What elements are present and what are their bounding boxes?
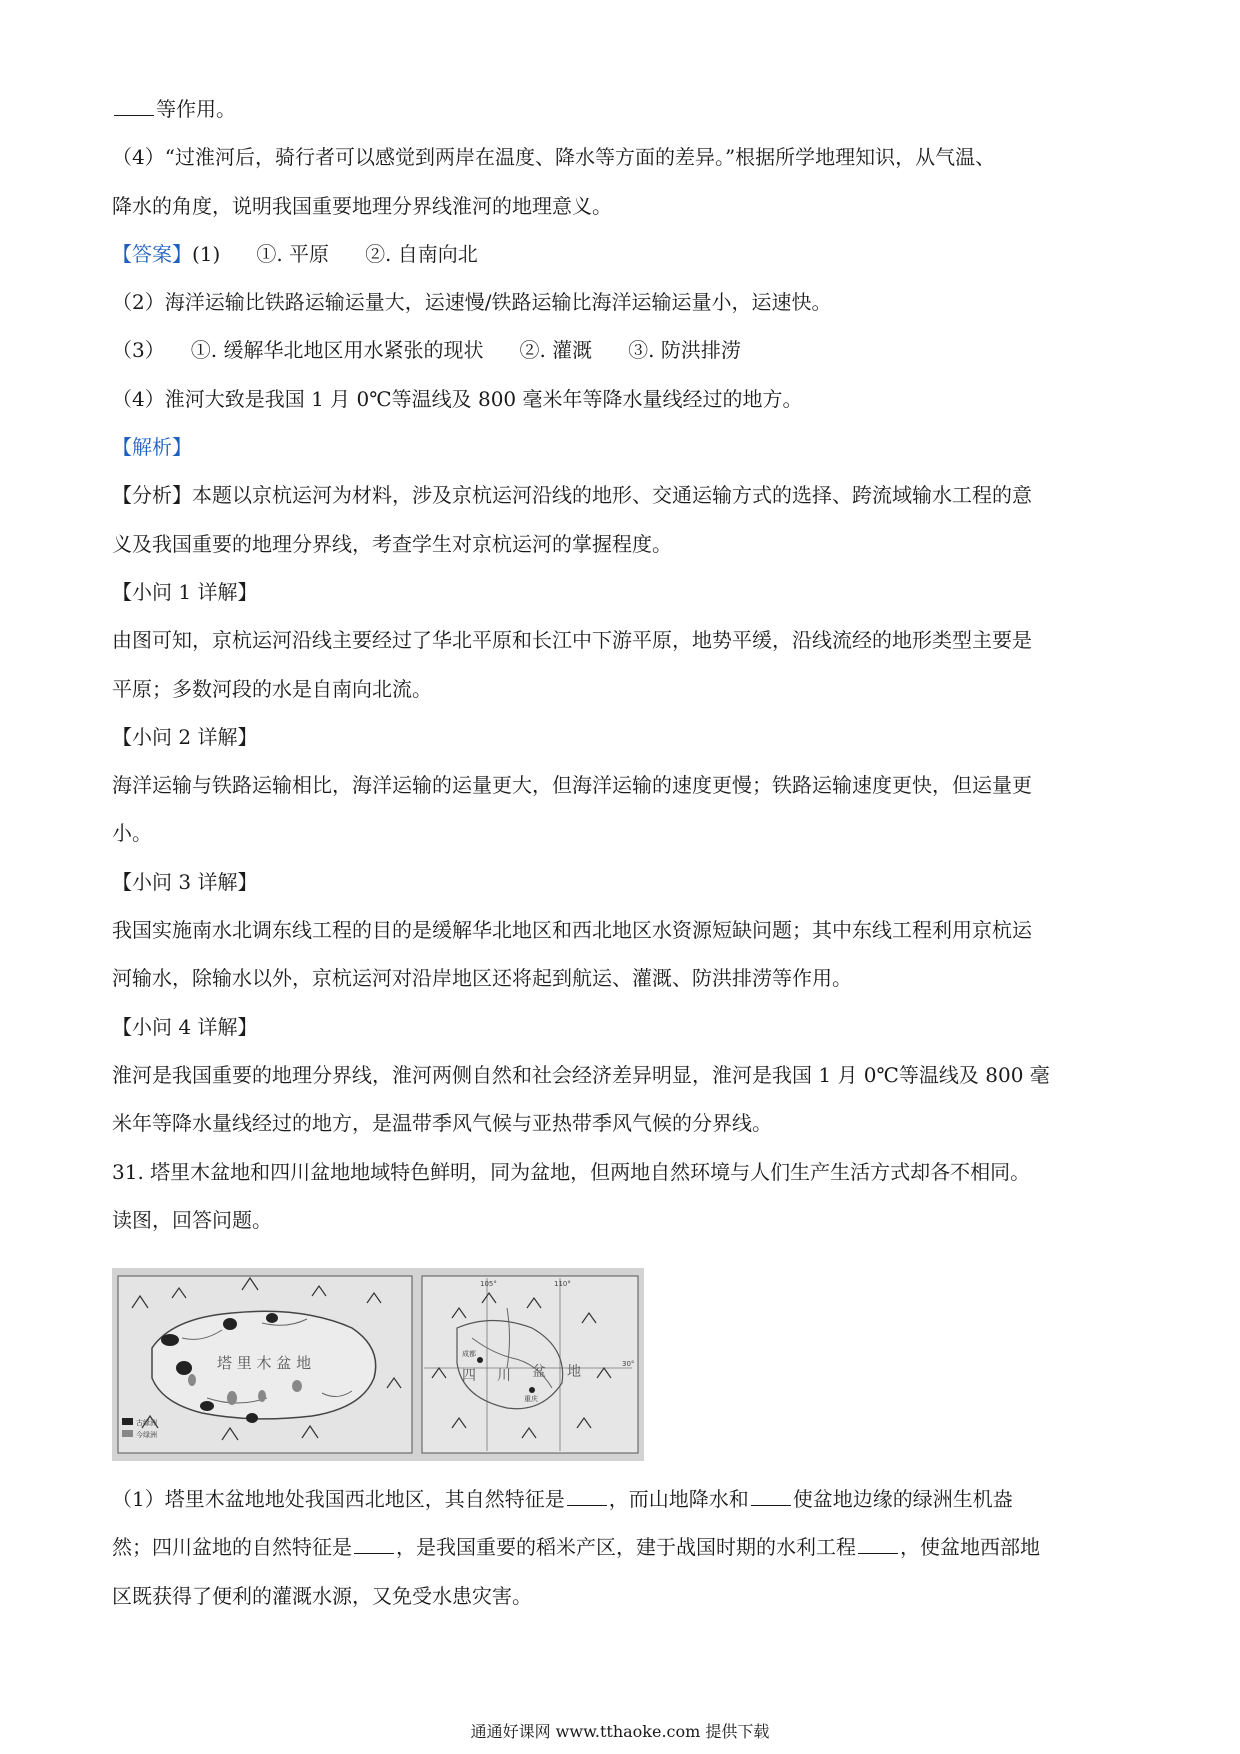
answer-blank [567,1487,607,1506]
question-31: 31. 塔里木盆地和四川盆地地域特色鲜明，同为盆地，但两地自然环境与人们生产生活方式却各不相同。 [112,1160,1031,1184]
text-line: 区既获得了便利的灌溉水源，又免受水患灾害。 [112,1584,532,1608]
map-legend-label: 古绿洲 [136,1419,157,1427]
subquestion-heading: 【小问 4 详解】 [112,1015,258,1039]
basin-maps-figure [112,1268,644,1461]
analysis-intro: 【分析】本题以京杭运河为材料，涉及京杭运河沿线的地形、交通运输方式的选择、跨流域输水工程的意 [112,483,1032,507]
longitude-label: 105° [480,1280,497,1288]
answer-line-2: （2）海洋运输比铁路运输运量大，运速慢/铁路运输比海洋运输运量小，运速快。 [112,290,832,314]
page-footer: 通通好课网 www.tthaoke.com 提供下载 [470,1722,770,1741]
text-line: 小。 [112,821,152,845]
question-4: （4）“过淮河后，骑行者可以感觉到两岸在温度、降水等方面的差异。”根据所学地理知识，从气温、 [112,145,996,169]
text-line: 淮河是我国重要的地理分界线，淮河两侧自然和社会经济差异明显，淮河是我国 1 月 0℃等温线及 800 毫 [112,1063,1050,1087]
text-line: 由图可知，京杭运河沿线主要经过了华北平原和长江中下游平原，地势平缓，沿线流经的地形类型主要是 [112,628,1032,652]
answer-blank [858,1535,898,1554]
text-line: 然；四川盆地的自然特征是 ，是我国重要的稻米产区，建于战国时期的水利工程 ，使盆地西部地 [112,1535,1040,1559]
city-label: 重庆 [524,1395,538,1403]
map-region-label: 地 [567,1364,581,1380]
map-region-label: 四 [462,1368,476,1384]
map-region-label: 盆 [532,1364,546,1380]
answer-line-3: （3） ①. 缓解华北地区用水紧张的现状 ②. 灌溉 ③. 防洪排涝 [112,338,741,362]
tarim-basin-map [118,1276,412,1453]
sichuan-basin-map [422,1276,638,1453]
text-line: 我国实施南水北调东线工程的目的是缓解华北地区和西北地区水资源短缺问题；其中东线工程利用京杭运 [112,918,1032,942]
map-region-label: 塔 里 木 盆 地 [217,1354,312,1372]
answer-line-4: （4）淮河大致是我国 1 月 0℃等温线及 800 毫米年等降水量线经过的地方。 [112,387,803,411]
text-line: 平原；多数河段的水是自南向北流。 [112,677,432,701]
answer-tag: 【答案】 [112,242,192,266]
latitude-label: 30° [622,1360,635,1368]
text-line: 读图，回答问题。 [112,1208,272,1232]
text-line: 海洋运输与铁路运输相比，海洋运输的运量更大，但海洋运输的速度更慢；铁路运输速度更快，但运量更 [112,773,1032,797]
analysis-tag: 【解析】 [112,435,192,459]
map-region-label: 川 [497,1368,511,1384]
subquestion-heading: 【小问 3 详解】 [112,870,258,894]
answer-blank [751,1487,791,1506]
answer-blank [114,97,154,116]
map-legend-label: 今绿洲 [136,1431,157,1439]
answer-blank [354,1535,394,1554]
text-line: 义及我国重要的地理分界线，考查学生对京杭运河的掌握程度。 [112,532,672,556]
text-line: 米年等降水量线经过的地方，是温带季风气候与亚热带季风气候的分界线。 [112,1111,772,1135]
subquestion-heading: 【小问 2 详解】 [112,725,258,749]
text-line: 等作用。 [112,96,236,122]
longitude-label: 110° [554,1280,571,1288]
answer-line-1: 【答案】(1) ①. 平原 ②. 自南向北 [112,242,478,266]
city-label: 成都 [462,1350,476,1358]
text-line: 河输水，除输水以外，京杭运河对沿岸地区还将起到航运、灌溉、防洪排涝等作用。 [112,966,852,990]
text-line: 降水的角度，说明我国重要地理分界线淮河的地理意义。 [112,194,612,218]
subquestion-heading: 【小问 1 详解】 [112,580,258,604]
question-31-part-1: （1）塔里木盆地地处我国西北地区，其自然特征是 ，而山地降水和 使盆地边缘的绿洲生机盎 [112,1487,1013,1511]
